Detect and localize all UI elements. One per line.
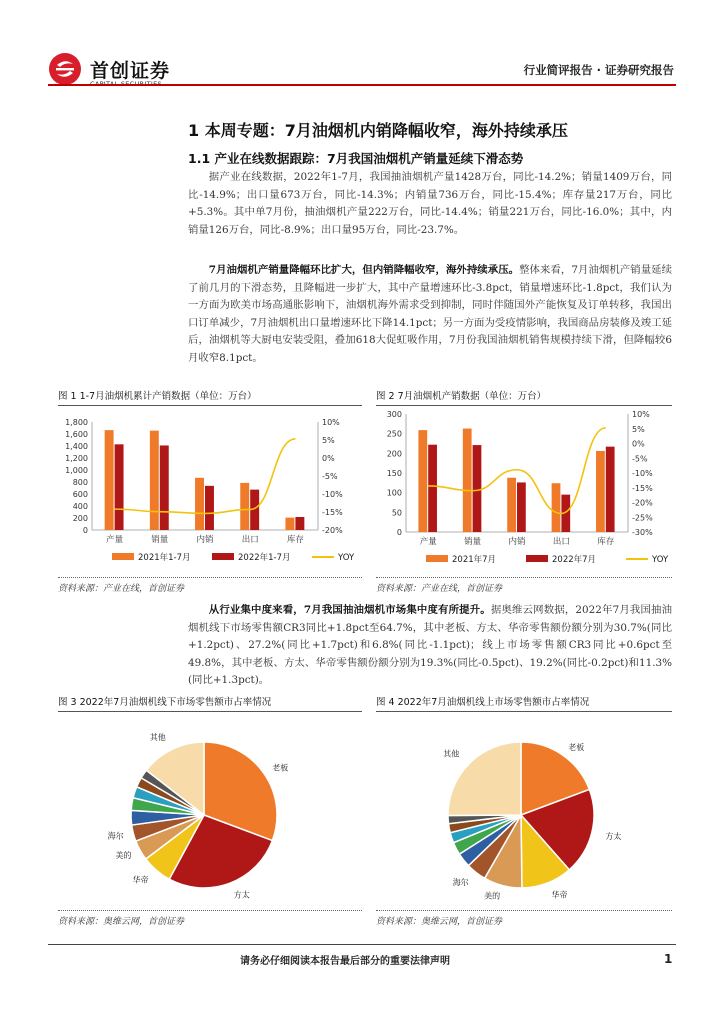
legend-label: 2021年7月 [452, 555, 497, 565]
y2-tick-label: -25% [632, 513, 653, 523]
bar-2 [517, 482, 526, 532]
legend-label: YOY [652, 555, 669, 565]
fig1-source: 资料来源：产业在线，首创证券 [58, 584, 185, 594]
legend-label: YOY [338, 553, 355, 563]
y-tick-label: 100 [386, 488, 402, 498]
y2-tick-label: -5% [322, 472, 338, 481]
bar-1 [552, 483, 561, 532]
bar-1 [507, 478, 516, 532]
bar-1 [418, 430, 427, 532]
fig3-source-rule [58, 910, 362, 911]
pie-label: 方太 [605, 832, 622, 842]
fig1-source-rule [58, 577, 362, 578]
bar-2 [473, 445, 482, 532]
chart3 [58, 714, 362, 909]
fig4-source-rule [376, 910, 672, 911]
bar-1 [285, 518, 294, 530]
fig1-title: 图 1 1-7月油烟机累计产销数据（单位：万台） [58, 391, 257, 402]
fig2-source: 资料来源：产业在线，首创证券 [376, 584, 503, 594]
pie-label: 其他 [443, 749, 460, 759]
pie-label: 海尔 [107, 831, 124, 841]
fig4-title: 图 4 2022年7月油烟机线上市场零售额市占率情况 [376, 697, 590, 708]
logo-name: 首创证券 [90, 60, 171, 82]
pie-label: 美的 [115, 851, 132, 861]
y-tick-label: 150 [386, 469, 402, 478]
y2-tick-label: -15% [632, 483, 653, 493]
y2-tick-label: -10% [322, 490, 343, 499]
page-number: 1 [664, 952, 673, 966]
y2-tick-label: 5% [632, 424, 645, 434]
x-tick-label: 产量 [419, 537, 437, 547]
y2-tick-label: 0% [322, 454, 335, 463]
chart4 [376, 714, 672, 909]
paragraph-2-lead: 7月油烟机产销量降幅环比扩大，但内销降幅收窄，海外持续承压。 [208, 264, 520, 276]
paragraph-3-lead: 从行业集中度来看，7月我国抽油烟机市场集中度有所提升。 [208, 604, 491, 616]
pie-label: 华帝 [551, 890, 568, 900]
pie-label: 老板 [568, 742, 585, 752]
bar-1 [195, 478, 204, 530]
y-tick-label: 0 [82, 526, 88, 535]
bar-2 [428, 445, 437, 532]
y-tick-label: 200 [72, 514, 88, 523]
legend-label: 2021年1-7月 [138, 553, 191, 563]
pie-label: 海尔 [452, 877, 469, 887]
y-tick-label: 400 [72, 502, 88, 511]
y2-tick-label: -15% [322, 508, 343, 517]
x-tick-label: 销量 [464, 537, 482, 547]
bar-2 [606, 447, 615, 532]
y2-tick-label: 10% [632, 410, 650, 419]
pie-label: 美的 [484, 891, 501, 901]
paragraph-3 [188, 602, 672, 690]
x-tick-label: 产量 [106, 535, 124, 545]
paragraph-2 [188, 262, 672, 368]
pie-label: 方太 [233, 890, 250, 900]
bar-2 [295, 517, 304, 530]
y2-tick-label: 10% [322, 418, 340, 427]
pie-label: 华帝 [132, 875, 149, 885]
y-tick-label: 1,800 [65, 418, 88, 427]
footer-rule [48, 944, 676, 945]
y2-tick-label: -5% [632, 454, 648, 464]
x-tick-label: 内销 [196, 535, 214, 545]
x-tick-label: 销量 [151, 535, 169, 545]
y-tick-label: 50 [391, 508, 402, 518]
chart1 [58, 408, 362, 578]
paragraph-1 [188, 169, 672, 239]
legend-swatch [212, 553, 234, 560]
pie-label: 其他 [149, 732, 166, 742]
bar-1 [240, 483, 249, 530]
fig4-title-rule [376, 711, 672, 712]
y2-tick-label: 0% [632, 439, 645, 449]
bar-2 [160, 445, 169, 530]
y-tick-label: 1,400 [65, 442, 88, 451]
legend-swatch [426, 555, 448, 562]
chart2 [376, 408, 672, 578]
y2-tick-label: -10% [632, 469, 653, 478]
x-tick-label: 库存 [286, 535, 304, 545]
bar-1 [596, 451, 605, 532]
y-tick-label: 0 [396, 528, 402, 537]
fig1-title-rule [58, 405, 362, 406]
y-tick-label: 1,600 [65, 430, 88, 439]
bar-1 [150, 431, 159, 530]
y-tick-label: 300 [386, 410, 402, 419]
fig3-title: 图 3 2022年7月油烟机线下市场零售额市占率情况 [58, 697, 272, 708]
legend-swatch [526, 555, 548, 562]
fig3-source: 资料来源：奥维云网，首创证券 [58, 917, 185, 927]
x-tick-label: 出口 [552, 537, 570, 547]
y-tick-label: 800 [72, 478, 88, 487]
pie-label: 老板 [272, 763, 289, 773]
y2-tick-label: -20% [322, 526, 343, 535]
bar-1 [105, 430, 114, 530]
paragraph-3-text: 据奥维云网数据，2022年7月我国抽油烟机线下市场零售额CR3同比+1.8pct至64.7%，其中老板、方太、华帝零售额份额分别为30.7%(同比+1.2pct)、27.2%(同比+1.7pct)和6.8%(同比-1.1pct)；线上市场零售额CR3同比+0.6pct至49.8%，其中老板、方太、华帝零售额份额分别为19.3%(同比-0.5pct)、19.2%(同比-0.2pct)和11.3%(同比+1.3pct)。 [188, 604, 672, 687]
y2-tick-label: -30% [632, 528, 653, 537]
x-tick-label: 出口 [241, 535, 259, 545]
paragraph-1-text: 据产业在线数据，2022年1-7月，我国抽油烟机产量1428万台，同比-14.2%；销量1409万台，同比-14.9%；出口量673万台，同比-14.3%；内销量736万台，同比-15.4%；库存量217万台，同比+5.3%。其中单7月份，抽油烟机产量222万台，同比-14.4%；销量221万台，同比-16.0%；其中，内销量126万台，同比-8.9%；出口量95万台，同比-23.7%。 [188, 171, 672, 236]
fig2-title: 图 2 7月油烟机产销数据（单位：万台） [376, 391, 547, 402]
bar-2 [115, 444, 124, 530]
legend-label: 2022年1-7月 [238, 553, 291, 563]
y2-tick-label: 5% [322, 436, 335, 445]
bar-2 [205, 486, 214, 530]
footer-notice: 请务必仔细阅读本报告最后部分的重要法律声明 [240, 956, 450, 967]
report-type: 行业简评报告 · 证券研究报告 [523, 63, 674, 77]
paragraph-2-text: 整体来看，7月油烟机产销量延续了前几月的下滑态势，且降幅进一步扩大，其中产量增速环比-3.8pct，销量增速环比-1.8pct，我们认为一方面为欧美市场高通胀影响下，油烟机海外需求受到抑制，同时伴随国外产能恢复及订单转移，我国出口订单减少，7月油烟机出口量增速环比下降14.1pct；另一方面为受疫情影响，我国商品房装修及竣工延后，油烟机等大厨电安装受阻，叠加618大促虹吸作用，7月份我国油烟机销售规模持续下滑，但降幅较6月收窄8.1pct。 [188, 264, 673, 364]
x-tick-label: 内销 [508, 537, 526, 547]
y-tick-label: 1,200 [65, 454, 88, 463]
section-heading: 1 本周专题：7月油烟机内销降幅收窄，海外持续承压 [188, 121, 568, 140]
bar-1 [463, 429, 472, 532]
legend-label: 2022年7月 [552, 555, 597, 565]
y-tick-label: 250 [386, 429, 402, 439]
y2-tick-label: -20% [632, 498, 653, 508]
y-tick-label: 1,000 [65, 466, 88, 475]
fig3-title-rule [58, 711, 362, 712]
y-tick-label: 600 [72, 490, 88, 499]
fig2-title-rule [376, 405, 672, 406]
y-tick-label: 200 [386, 449, 402, 459]
fig4-source: 资料来源：奥维云网，首创证券 [376, 917, 503, 927]
logo-mark-icon [48, 52, 82, 86]
subsection-heading: 1.1 产业在线数据跟踪：7月我国油烟机产销量延续下滑态势 [188, 151, 524, 166]
fig2-source-rule [376, 577, 672, 578]
x-tick-label: 库存 [597, 537, 615, 547]
legend-swatch [112, 553, 134, 560]
header-rule [48, 84, 676, 86]
